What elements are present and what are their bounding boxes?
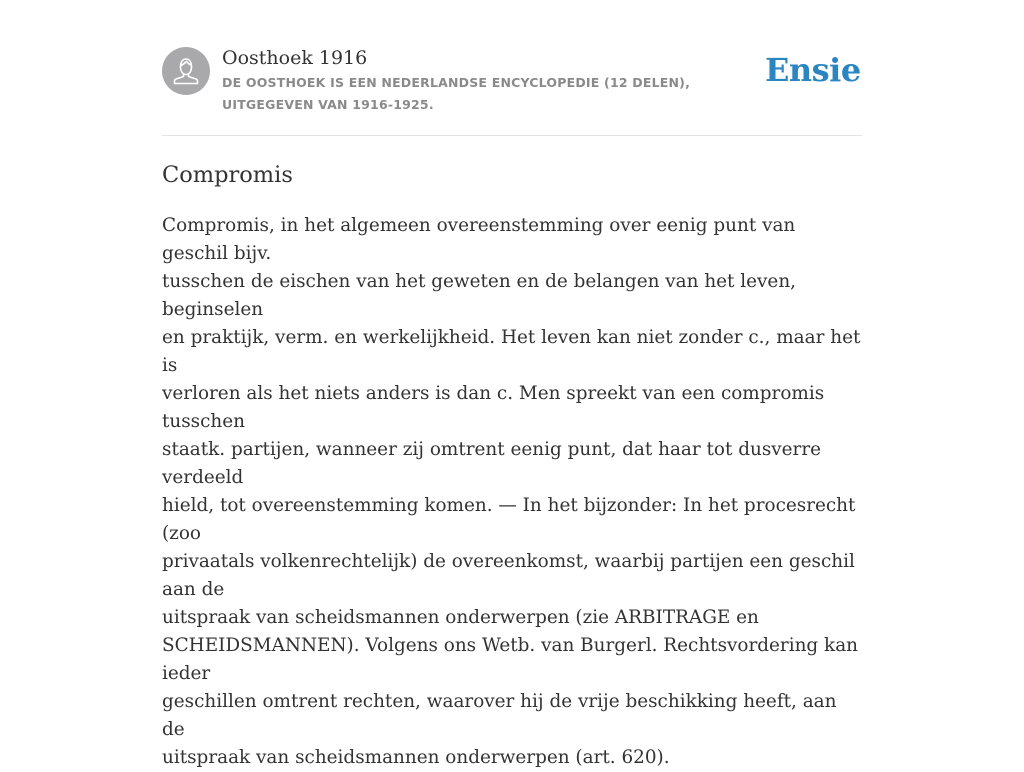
author-name[interactable]: Oosthoek 1916 <box>222 47 368 69</box>
author-avatar[interactable] <box>162 47 210 95</box>
ensie-logo[interactable]: Ensie <box>765 51 861 89</box>
author-description: DE OOSTHOEK IS EEN NEDERLANDSE ENCYCLOPEDIE (12 DELEN), UITGEGEVEN VAN 1916-1925. <box>222 75 691 112</box>
user-icon <box>162 47 210 95</box>
content-container <box>162 0 862 768</box>
article-title: Compromis <box>162 162 293 188</box>
article-body: Compromis, in het algemeen overeenstemming over eenig punt van geschil bijv. tusschen de eischen van het geweten en de belangen van het leven, beginselen en praktijk, verm. en werkelijkheid. Het leven kan niet zonder c., maar het is verloren als het niets anders is dan c. Men spreekt van een compromis tusschen staatk. partijen, wanneer zij omtrent eenig punt, dat haar tot dusverre verdeeld hield, tot overeenstemming komen. — In het bijzonder: In het procesrecht (zoo privaatals volkenrechtelijk) de overeenkomst, waarbij partijen een geschil aan de uitspraak van scheidsmannen onderwerpen (zie ARBITRAGE en SCHEIDSMANNEN). Volgens ons Wetb. van Burgerl. Rechtsvordering kan ieder geschillen omtrent rechten, waarover hij de vrije beschikking heeft, aan de uitspraak van scheidsmannen onderwerpen (art. 620). <box>162 215 861 768</box>
author-header <box>162 0 862 136</box>
